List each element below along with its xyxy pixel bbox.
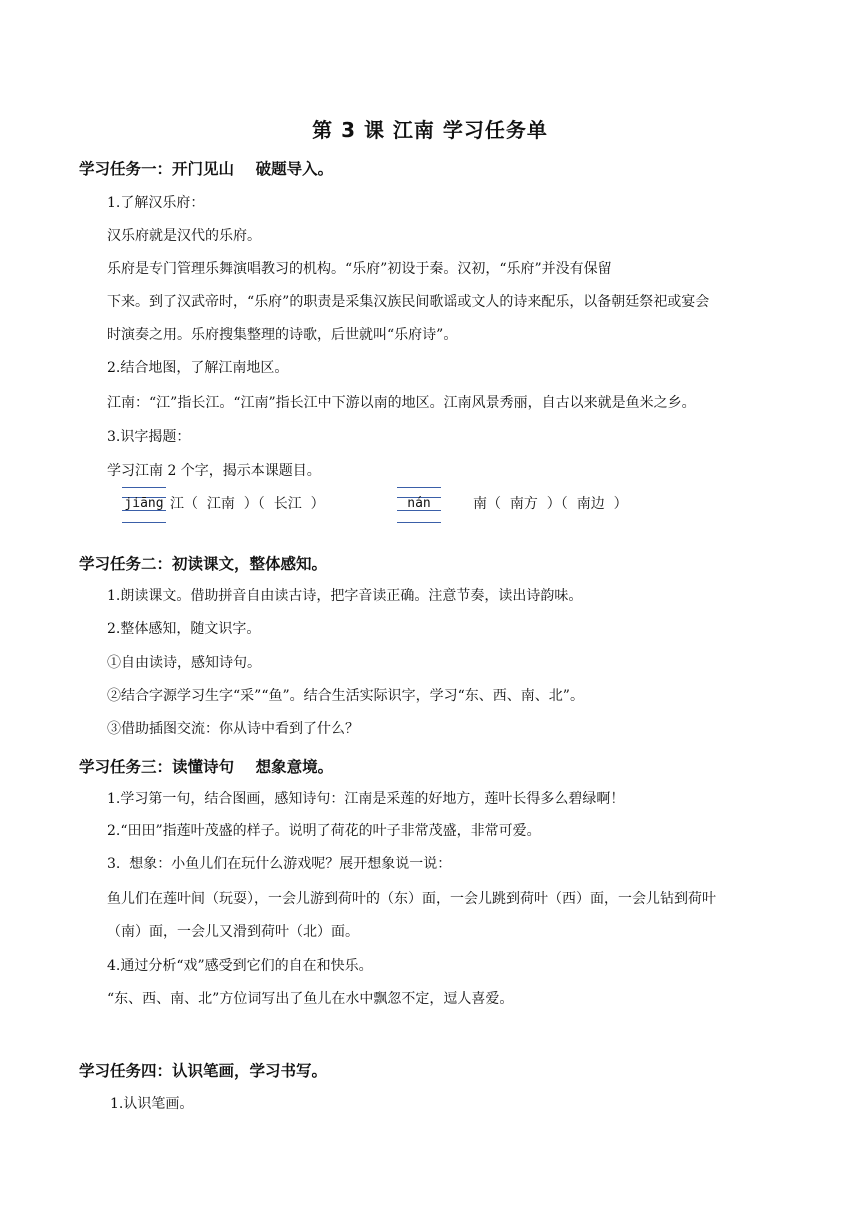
task3-line: 3. 想象：小鱼儿们在玩什么游戏呢？展开想象说一说： bbox=[107, 856, 452, 872]
task1-line: 学习江南 2 个字，揭示本课题目。 bbox=[107, 463, 321, 479]
task2-line: ②结合字源学习生字“采”“鱼”。结合生活实际识字，学习“东、西、南、北”。 bbox=[107, 688, 584, 704]
task2-heading: 学习任务二：初读课文，整体感知。 bbox=[79, 555, 328, 573]
page-title: 第 3 课 江南 学习任务单 bbox=[312, 118, 548, 142]
char-jiang-words: 江（ 江南 ）（ 长江 ） bbox=[170, 496, 325, 512]
task3-heading: 学习任务三：读懂诗句 想象意境。 bbox=[79, 758, 334, 776]
task2-line: ①自由读诗，感知诗句。 bbox=[107, 655, 261, 671]
task3-line: 鱼儿们在莲叶间（玩耍），一会儿游到荷叶的（东）面，一会儿跳到荷叶（西）面，一会儿钻到荷叶 bbox=[107, 891, 716, 907]
task4-heading: 学习任务四：认识笔画，学习书写。 bbox=[79, 1062, 328, 1080]
task1-line: 3.识字揭题： bbox=[107, 429, 191, 445]
pinyin-rule bbox=[122, 522, 166, 523]
task2-line: 2.整体感知，随文识字。 bbox=[107, 621, 261, 637]
task3-line: 2.“田田”指莲叶茂盛的样子。说明了荷花的叶子非常茂盛，非常可爱。 bbox=[107, 823, 541, 839]
task2-line: 1.朗读课文。借助拼音自由读古诗，把字音读正确。注意节奏，读出诗韵味。 bbox=[107, 588, 583, 604]
task1-line: 汉乐府就是汉代的乐府。 bbox=[107, 228, 261, 244]
task1-heading: 学习任务一：开门见山 破题导入。 bbox=[79, 160, 334, 178]
pinyin-rule bbox=[122, 487, 166, 488]
task1-line: 下来。到了汉武帝时，“乐府”的职责是采集汉族民间歌谣或文人的诗来配乐，以备朝廷祭祀或宴会 bbox=[107, 294, 710, 310]
pinyin-rule bbox=[397, 487, 441, 488]
pinyin-rule bbox=[397, 522, 441, 523]
task1-line: 2.结合地图，了解江南地区。 bbox=[107, 360, 289, 376]
task1-line: 江南：“江”指长江。“江南”指长江中下游以南的地区。江南风景秀丽，自古以来就是鱼米之乡。 bbox=[107, 395, 696, 411]
task1-line: 乐府是专门管理乐舞演唱教习的机构。“乐府”初设于秦。汉初，“乐府”并没有保留 bbox=[107, 261, 612, 277]
task3-line: （南）面，一会儿又滑到荷叶（北）面。 bbox=[107, 924, 359, 940]
char-nan-words: 南（ 南方 ）（ 南边 ） bbox=[473, 496, 628, 512]
task4-line: 1.认识笔画。 bbox=[110, 1096, 194, 1112]
task1-line: 1.了解汉乐府： bbox=[107, 195, 205, 211]
pinyin-jiang: jiāng bbox=[124, 496, 164, 511]
task3-line: 1.学习第一句，结合图画，感知诗句：江南是采莲的好地方，莲叶长得多么碧绿啊！ bbox=[107, 791, 625, 807]
task2-line: ③借助插图交流：你从诗中看到了什么？ bbox=[107, 721, 359, 737]
pinyin-nan: nán bbox=[407, 496, 431, 511]
task1-line: 时演奏之用。乐府搜集整理的诗歌，后世就叫“乐府诗”。 bbox=[107, 327, 458, 343]
task3-line: 4.通过分析“戏”感受到它们的自在和快乐。 bbox=[107, 958, 373, 974]
task3-line: “东、西、南、北”方位词写出了鱼儿在水中飘忽不定，逗人喜爱。 bbox=[107, 991, 514, 1007]
